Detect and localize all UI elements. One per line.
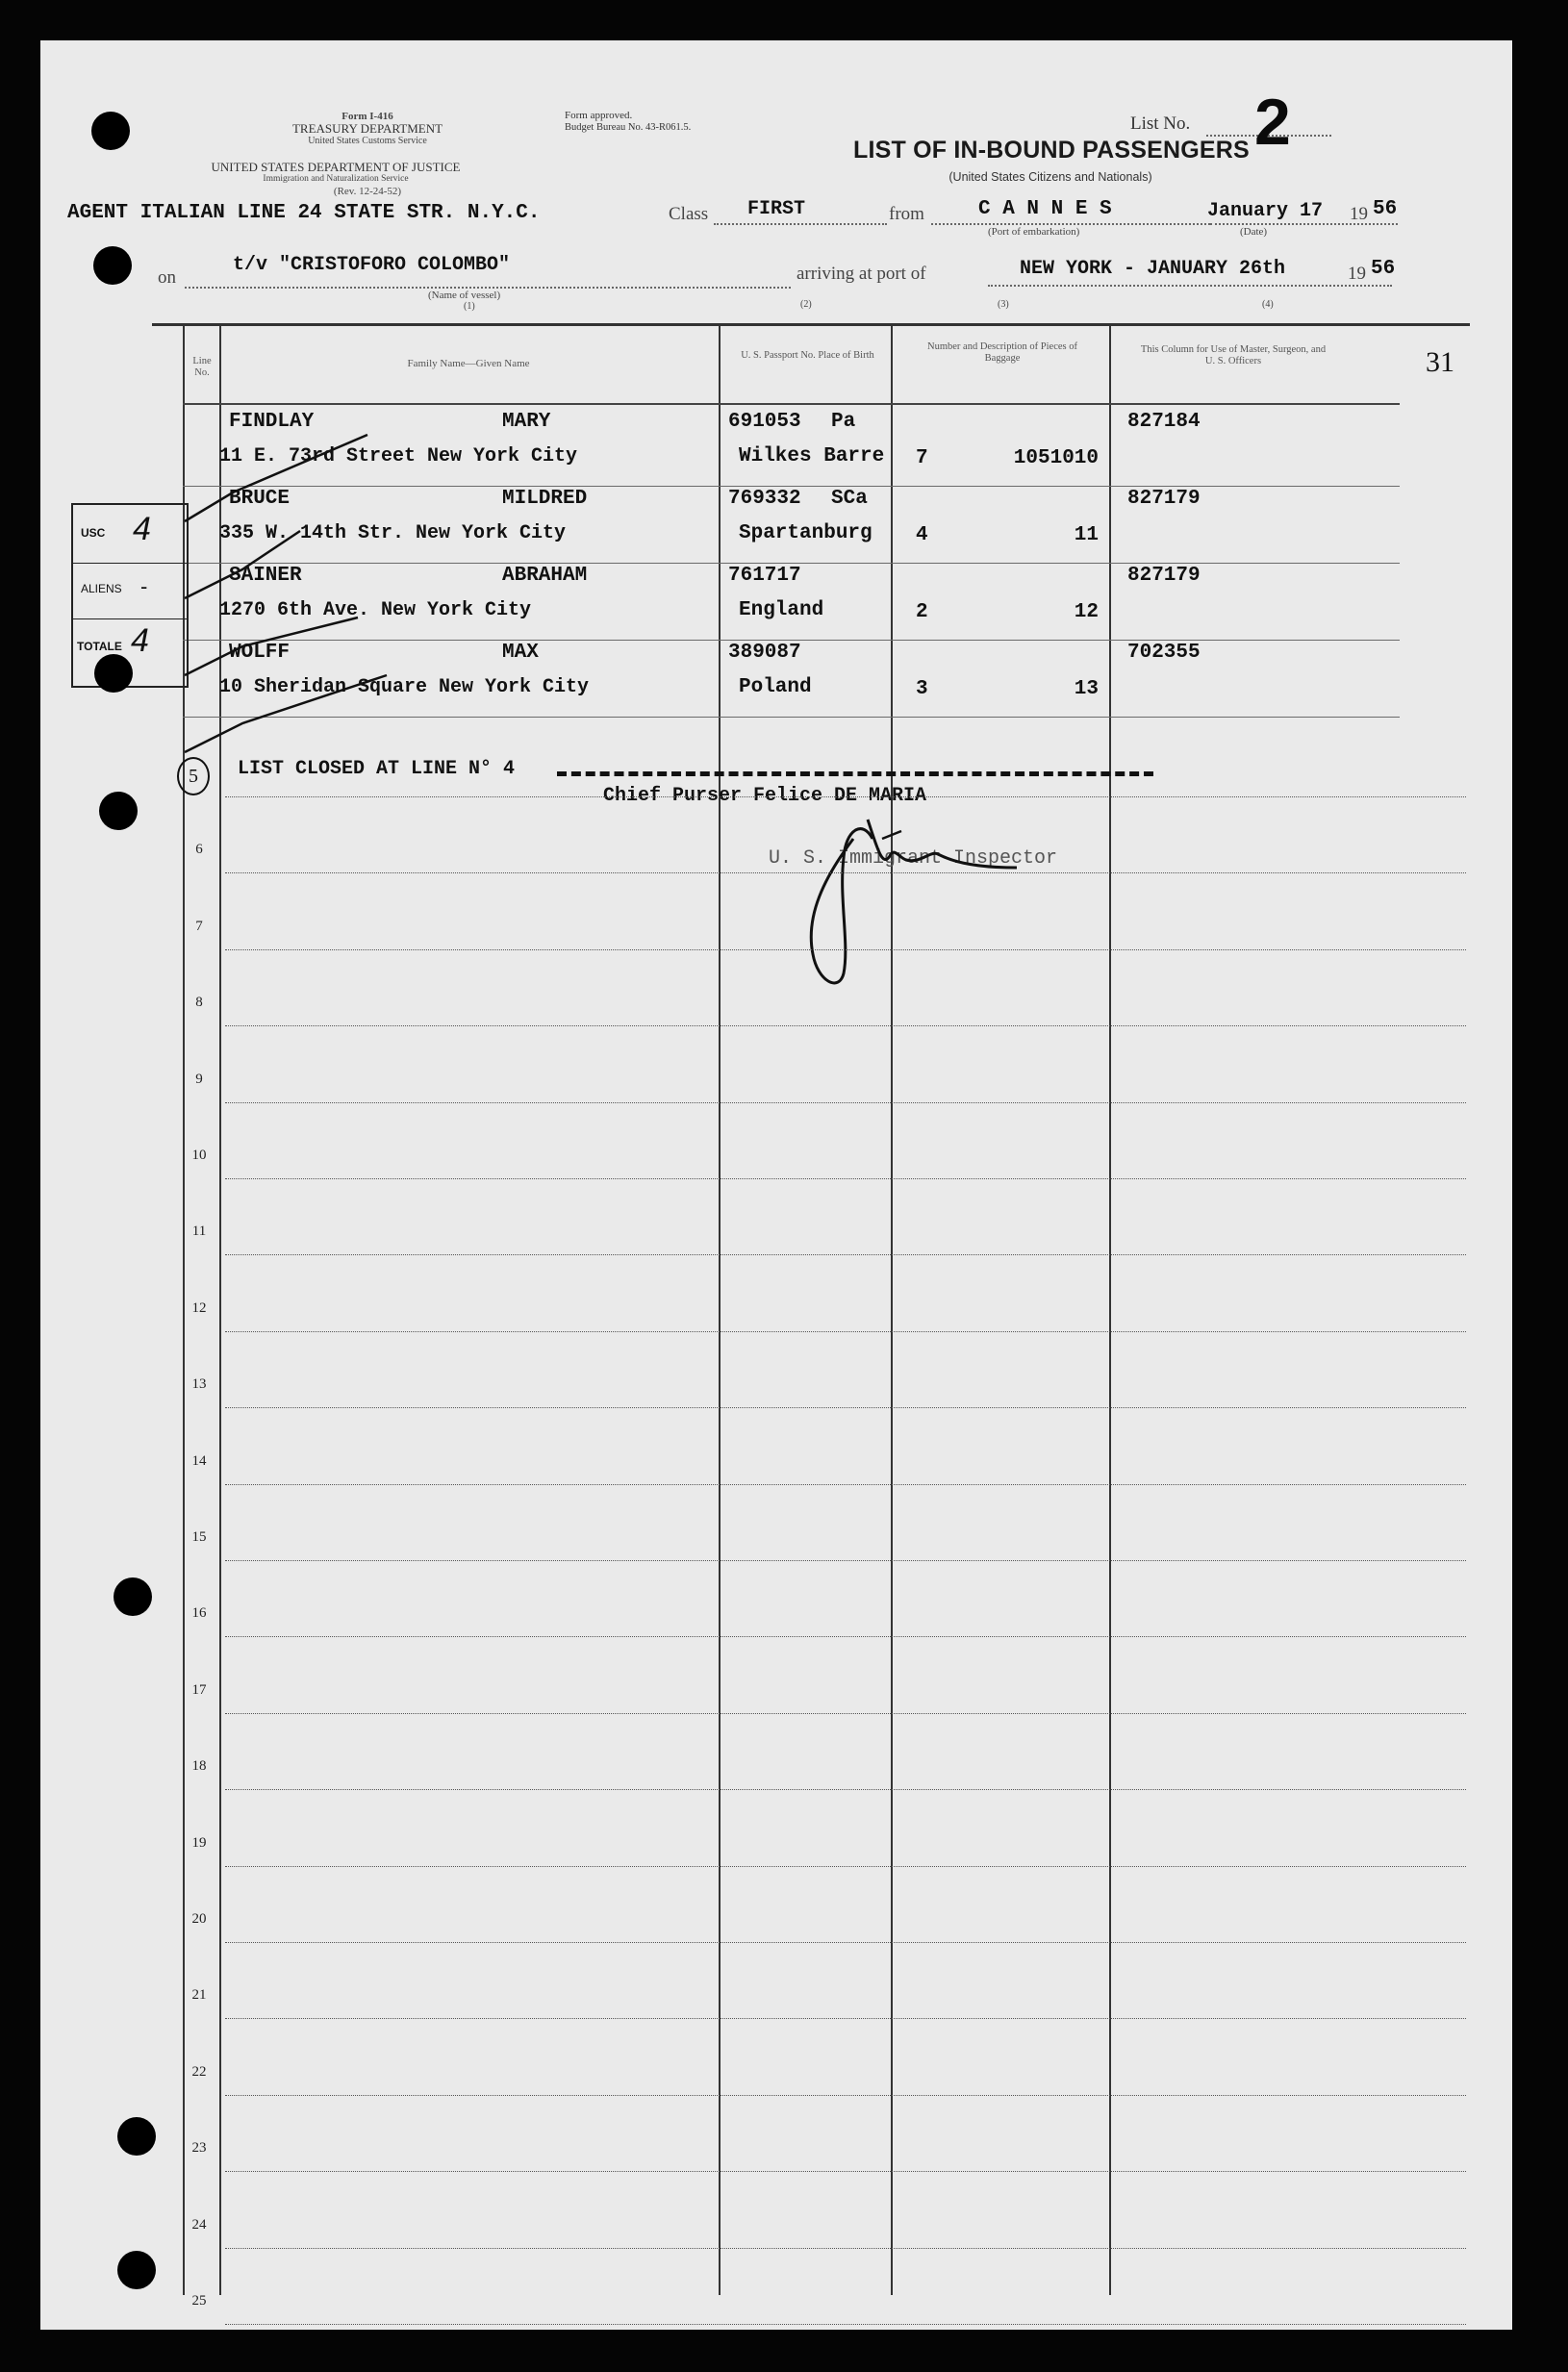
ruled-line	[225, 1560, 1466, 1561]
baggage-number: 13	[1074, 678, 1099, 700]
passenger-family-name: WOLFF	[229, 642, 291, 664]
line-number: 9	[195, 1071, 203, 1087]
on-label: on	[158, 267, 176, 288]
birth-state: SCa	[831, 488, 868, 510]
line-number: 13	[191, 1376, 207, 1393]
page-subtitle: (United States Citizens and Nationals)	[948, 170, 1152, 184]
line-number: 8	[195, 995, 203, 1011]
passenger-given-name: MARY	[502, 411, 551, 433]
page-number: 31	[1426, 346, 1454, 378]
line-checkmarks	[175, 416, 444, 762]
ruled-line	[225, 1713, 1466, 1714]
baggage-col-divider	[1109, 325, 1111, 2295]
line-number: 14	[191, 1452, 207, 1469]
arrival-port: NEW YORK - JANUARY 26th	[1020, 258, 1286, 280]
port-caption: (Port of embarkation)	[988, 226, 1080, 238]
passenger-address: 11 E. 73rd Street New York City	[219, 445, 578, 467]
passenger-family-name: BRUCE	[229, 488, 291, 510]
ruled-line	[225, 1866, 1466, 1867]
line-number: 25	[191, 2293, 207, 2309]
treasury-dept: TREASURY DEPARTMENT	[291, 121, 443, 136]
name-header: Family Name—Given Name	[407, 358, 530, 369]
line-number: 11	[191, 1224, 207, 1240]
line-number: 18	[191, 1758, 207, 1775]
vessel-caption: (Name of vessel)	[428, 290, 501, 301]
ruled-line	[225, 1942, 1466, 1943]
from-label: from	[889, 204, 924, 224]
birth-state: Pa	[831, 411, 856, 433]
vessel-rule	[185, 287, 791, 289]
stamp-usc-value: 4	[133, 511, 151, 547]
birth-place: Spartanburg	[739, 522, 873, 544]
passenger-given-name: MILDRED	[502, 488, 588, 510]
punch-hole-2	[93, 246, 132, 285]
ruled-line	[225, 1331, 1466, 1332]
form-approved: Form approved.	[565, 110, 633, 121]
ruled-line	[225, 2018, 1466, 2019]
punch-hole-7	[117, 2251, 156, 2289]
name-col-divider	[719, 325, 721, 2295]
closing-dashes	[557, 771, 1153, 776]
line-number: 10	[191, 1148, 207, 1163]
vessel-name: t/v "CRISTOFORO COLOMBO"	[233, 254, 511, 276]
revision: (Rev. 12-24-52)	[333, 186, 402, 197]
birth-place: Wilkes Barre	[739, 445, 885, 467]
ruled-line	[225, 1636, 1466, 1637]
col-num-2: (2)	[800, 299, 812, 310]
officer-number: 827179	[1127, 565, 1201, 587]
passport-number: 691053	[728, 411, 801, 433]
ruled-line	[225, 949, 1466, 950]
table-top-border	[152, 323, 1470, 326]
line-no-header: Line No.	[192, 356, 212, 378]
year-prefix: 19	[1350, 204, 1368, 224]
ruled-line	[225, 796, 1466, 797]
passport-number: 761717	[728, 565, 801, 587]
birth-place: Poland	[739, 676, 812, 698]
year-value: 56	[1373, 198, 1398, 220]
stamp-usc-label: USC	[81, 526, 106, 540]
officer-number: 702355	[1127, 642, 1201, 664]
punch-hole-1	[91, 112, 130, 150]
inspector-signature	[786, 800, 1075, 1002]
line-number: 17	[191, 1681, 207, 1698]
customs-service: United States Customs Service	[308, 136, 427, 146]
line-number: 19	[191, 1834, 207, 1851]
class-value: FIRST	[747, 198, 806, 220]
ruled-line	[225, 2248, 1466, 2249]
ruled-line	[225, 2171, 1466, 2172]
line-number: 16	[191, 1605, 207, 1622]
ruled-line	[225, 2324, 1466, 2325]
line-number: 23	[191, 2140, 207, 2157]
col-num-4: (4)	[1262, 299, 1274, 310]
officers-header: This Column for Use of Master, Surgeon, and U. S. Officers	[1140, 344, 1327, 366]
circled-line-number	[177, 757, 210, 795]
col-num-3: (3)	[998, 299, 1009, 310]
ruled-line	[225, 1407, 1466, 1408]
arrival-year-prefix: 19	[1348, 264, 1366, 284]
baggage-number: 12	[1074, 601, 1099, 623]
baggage-pieces: 4	[916, 524, 928, 546]
stamp-totale-label: TOTALE	[77, 640, 122, 653]
budget-bureau: Budget Bureau No. 43-R061.5.	[565, 122, 692, 133]
baggage-number: 11	[1074, 524, 1099, 546]
punch-hole-4	[99, 792, 138, 830]
baggage-pieces: 3	[916, 678, 928, 700]
port-embarkation: C A N N E S	[978, 198, 1112, 220]
officer-number: 827184	[1127, 411, 1201, 433]
arriving-label: arriving at port of	[797, 264, 926, 284]
passport-col-divider	[891, 325, 893, 2295]
stamp-aliens-label: ALIENS	[81, 582, 122, 595]
form-number: Form I-416	[341, 111, 393, 122]
line-number: 12	[191, 1300, 207, 1316]
stamp-totale-value: 4	[131, 622, 149, 659]
baggage-header: Number and Description of Pieces of Baggage	[927, 341, 1077, 364]
ins-service: Immigration and Naturalization Service	[263, 174, 409, 184]
passport-number: 389087	[728, 642, 801, 664]
birth-place: England	[739, 599, 824, 621]
vessel-caption-num: (1)	[464, 301, 475, 312]
ruled-line	[225, 1178, 1466, 1179]
list-number: 2	[1254, 86, 1291, 159]
passenger-family-name: SAINER	[229, 565, 302, 587]
circled-line-label: 5	[189, 766, 198, 787]
ruled-line	[225, 1484, 1466, 1485]
passenger-given-name: MAX	[502, 642, 539, 664]
ruled-line	[225, 1025, 1466, 1026]
count-stamp	[71, 503, 189, 688]
justice-dept: UNITED STATES DEPARTMENT OF JUSTICE	[211, 160, 461, 174]
stamp-aliens-value: -	[140, 574, 148, 598]
list-no-label: List No.	[1130, 114, 1191, 134]
agent-line: AGENT ITALIAN LINE 24 STATE STR. N.Y.C.	[67, 202, 541, 224]
arrival-rule	[988, 285, 1392, 287]
baggage-pieces: 2	[916, 601, 928, 623]
ruled-line	[225, 2095, 1466, 2096]
ruled-line	[225, 1102, 1466, 1103]
punch-hole-3	[94, 654, 133, 693]
ruled-line	[225, 1254, 1466, 1255]
date-value: January 17	[1207, 200, 1324, 222]
line-number: 7	[195, 918, 203, 934]
date-caption: (Date)	[1240, 226, 1268, 238]
line-number: 21	[191, 1987, 207, 2004]
line-number: 20	[191, 1911, 207, 1927]
officer-number: 827179	[1127, 488, 1201, 510]
line-number: 15	[191, 1529, 207, 1545]
list-closed-text: LIST CLOSED AT LINE N° 4	[238, 758, 516, 780]
ruled-line	[225, 872, 1466, 873]
manifest-sheet	[40, 40, 1512, 2330]
punch-hole-6	[117, 2117, 156, 2156]
header-bottom-rule	[183, 403, 1400, 405]
punch-hole-5	[114, 1577, 152, 1616]
passport-header: U. S. Passport No. Place of Birth	[741, 350, 874, 361]
baggage-pieces: 7	[916, 447, 928, 469]
page-title: LIST OF IN-BOUND PASSENGERS	[853, 137, 1250, 164]
passenger-family-name: FINDLAY	[229, 411, 315, 433]
passenger-given-name: ABRAHAM	[502, 565, 588, 587]
line-number: 24	[191, 2216, 207, 2233]
class-rule	[714, 223, 887, 225]
arrival-year: 56	[1371, 258, 1396, 280]
passenger-address: 10 Sheridan Square New York City	[219, 676, 590, 698]
date-rule	[1210, 223, 1398, 225]
line-number: 6	[195, 842, 203, 858]
class-label: Class	[669, 204, 709, 224]
passenger-address: 1270 6th Ave. New York City	[219, 599, 532, 621]
ruled-line	[225, 1789, 1466, 1790]
chief-purser: Chief Purser Felice DE MARIA	[603, 785, 927, 807]
baggage-number: 1051010	[1013, 447, 1099, 469]
line-number: 22	[191, 2063, 207, 2080]
passenger-address: 335 W. 14th Str. New York City	[219, 522, 567, 544]
port-rule	[931, 223, 1210, 225]
inspector-caption: U. S. Immigrant Inspector	[769, 847, 1058, 870]
passport-number: 769332	[728, 488, 801, 510]
